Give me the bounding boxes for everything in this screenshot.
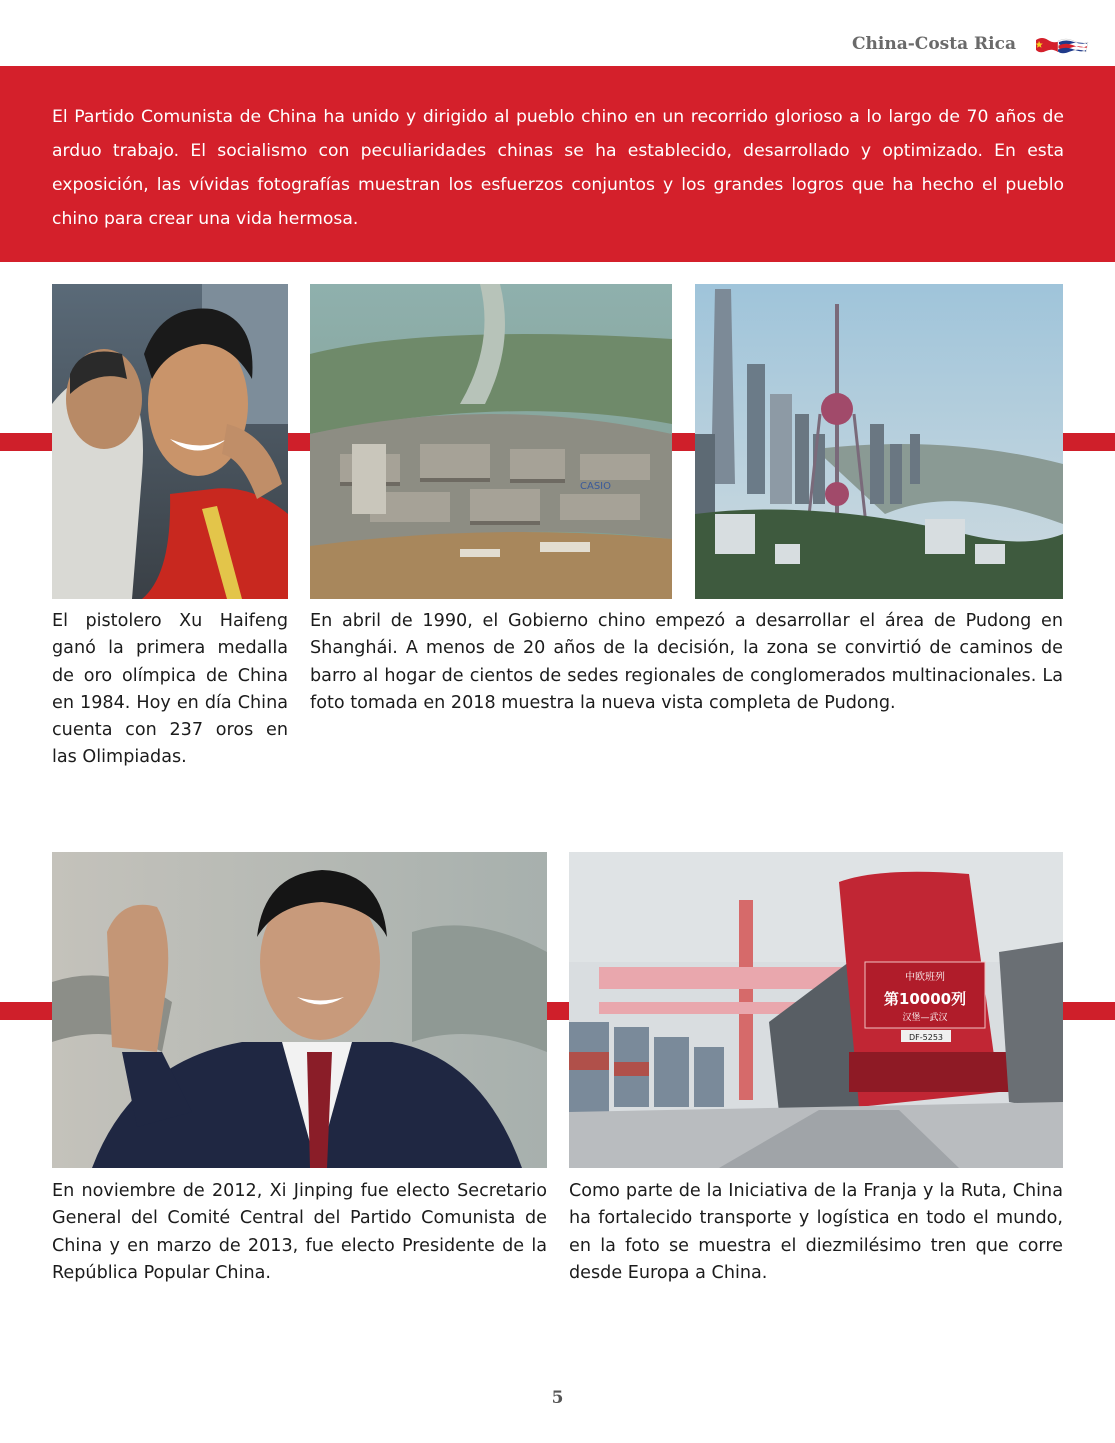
photo-train-10000	[569, 852, 1063, 1168]
caption-athlete: El pistolero Xu Haifeng ganó la primera medalla de oro olímpica de China en 1984. Hoy en día China cuenta con 237 oros en las Olimpiadas.	[52, 611, 288, 768]
photo-pudong-2018-skyline	[695, 284, 1063, 599]
caption-pudong: En abril de 1990, el Gobierno chino empezó a desarrollar el área de Pudong en Shanghái. A menos de 20 años de la decisión, la zona se convirtió de caminos de barro al hogar de cientos de sedes regionales de conglomerados multinacionales. La foto tomada en 2018 muestra la nueva vista completa de Pudong.	[310, 611, 1063, 713]
photo-xi-jinping-waving	[52, 852, 547, 1168]
china-costa-rica-flags-icon	[1034, 34, 1090, 56]
page-number: 5	[551, 1388, 564, 1408]
photo-pudong-1990-aerial	[310, 284, 672, 599]
train-number: DF-5253	[908, 1033, 944, 1042]
caption-xi-jinping: En noviembre de 2012, Xi Jinping fue electo Secretario General del Comité Central del Partido Comunista de China y en marzo de 2013, fue electo Presidente de la República Popular China.	[52, 1181, 547, 1283]
train-banner-line2: 第10000列	[883, 990, 967, 1008]
intro-text: El Partido Comunista de China ha unido y dirigido al pueblo chino en un recorrido glorioso a lo largo de 70 años de arduo trabajo. El socialismo con peculiaridades chinas se ha establecido, desarrollado y optimizado. En esta exposición, las vívidas fotografías muestran los esfuerzos conjuntos y los grandes logros que ha hecho el pueblo chino para crear una vida hermosa.	[52, 107, 1064, 229]
casio-sign: CASIO	[580, 481, 611, 492]
publication-title: China-Costa Rica	[852, 34, 1016, 54]
train-banner-line3: 汉堡—武汉	[902, 1013, 948, 1023]
caption-train: Como parte de la Iniciativa de la Franja y la Ruta, China ha fortalecido transporte y logística en todo el mundo, en la foto se muestra el diezmilésimo tren que corre desde Europa a China.	[569, 1181, 1063, 1283]
photo-athlete-kiss	[52, 284, 288, 599]
train-banner-line1: 中欧班列	[905, 972, 945, 983]
